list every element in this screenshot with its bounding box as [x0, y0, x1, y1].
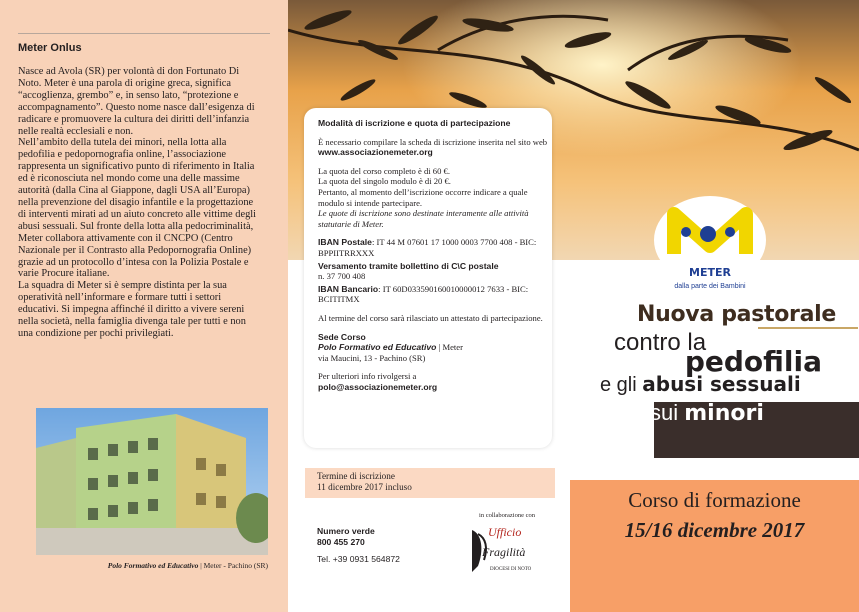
iban-postale-label: IBAN Postale	[318, 237, 372, 248]
deadline-box	[305, 468, 555, 498]
left-paragraph-3: La squadra di Meter si è sempre distinta per la sua operatività nell’informare e formare tutti i settori educativi. Si impegna affinché il diritto a vivere sereni nella società, nella famiglia divenga tale per tutti e non una condizione per pochi privilegiati.	[18, 280, 246, 339]
course-label: Corso di formazione	[628, 488, 801, 512]
caption-rest: | Meter - Pachino (SR)	[198, 561, 268, 570]
sede-meter: | Meter	[436, 342, 463, 353]
logo-text-ufficio: Ufficio	[488, 525, 522, 539]
title-line4-pre: e gli	[600, 374, 643, 396]
title-line1: Nuova pastorale	[636, 302, 836, 327]
bollettino: n. 37 700 408	[318, 271, 366, 282]
numero-verde-label: Numero verde	[317, 526, 375, 536]
left-paragraph-1: Nasce ad Avola (SR) per volontà di don Fortunato Di Noto. Meter è una parola di origine greca, significa “accoglienza, grembo” e, in senso lato, “protezione e accompagnamento”. Questo nome nasce dall’esigenza di radicare e promuovere la cultura dei diritti dell’infanzia nelle realtà ecclesiali e non.	[18, 66, 255, 137]
course-date: 15/16 dicembre 2017	[624, 518, 805, 542]
meter-logo-tagline: dalla parte dei Bambini	[674, 283, 746, 290]
left-paragraph-2: Nell’ambito della tutela dei minori, nella lotta alla pedofilia e pedopornografia online, l’associazione rappresenta un significativo punto di riferimento in Italia ed è riconosciuta nel mondo come una delle massime autorità (dalla Cina al Giappone, dagli USA all’Europa) nella prevenzione del disagio infantile e la progettazione di interventi mirati ad un aiuto concreto alle vittime degli abusi sessuali. Sul fronte della lotta alla pedocriminalità, Meter collabora attivamente con il CNCPO (Centro Nazionale per il Contrasto alla Pedopornografia Online) grazie ad un protocollo d’intesa con la Polizia Postale e varie Procure italiane.	[18, 137, 257, 280]
title-line5-bold: minori	[684, 401, 764, 426]
title-line5-pre: sui	[650, 400, 685, 425]
info-card-text	[318, 118, 554, 400]
card-fee1: La quota del corso completo è di 60 €.	[318, 165, 450, 176]
iban-bancario: : IT 60D033590160010000012 7633 - BIC: BCITITMX	[318, 283, 529, 305]
title-line5	[650, 400, 850, 426]
card-fee-note: Le quote di iscrizione sono destinate interamente alle attività statutarie di Meter.	[318, 208, 529, 229]
title-line3: pedofilia	[684, 345, 822, 378]
sede-address: via Maucini, 13 - Pachino (SR)	[318, 352, 426, 363]
caption-italic: Polo Formativo ed Educativo	[107, 561, 199, 570]
left-top-rule	[18, 33, 270, 34]
left-body	[18, 66, 263, 340]
meter-logo	[652, 194, 770, 294]
email-link[interactable]: polo@associazionemeter.org	[318, 381, 438, 392]
bollettino-label: Versamento tramite bollettino di C\C postale	[318, 260, 499, 271]
card-website: www.associazionemeter.org	[318, 147, 433, 158]
photo-caption	[36, 561, 268, 570]
logo-text-diocesi: DIOCESI DI NOTO	[490, 567, 532, 572]
deadline-line2: 11 dicembre 2017 incluso	[317, 482, 412, 492]
contacts	[317, 526, 400, 565]
info-text: Per ulteriori info rivolgersi a	[318, 371, 417, 382]
sede-name: Polo Formativo ed Educativo	[318, 342, 437, 353]
iban-postale: : IT 44 M 07601 17 1000 0003 7700 408 - BIC: BPPIITRRXXX	[318, 237, 537, 258]
sede-label: Sede Corso	[318, 331, 366, 342]
attestato-text: Al termine del corso sarà rilasciato un attestato di partecipazione.	[318, 312, 543, 323]
title-line2: contro la	[614, 329, 707, 356]
building-photo	[36, 408, 268, 555]
card-intro: È necessario compilare la scheda di iscrizione inserita nel sito web	[318, 136, 548, 147]
logo-text-fragilita: Fragilità	[482, 545, 526, 559]
iban-bancario-label: IBAN Bancario	[318, 283, 379, 294]
deadline-line1: Termine di iscrizione	[317, 471, 395, 481]
card-fee2: La quota del singolo modulo è di 20 €.	[318, 176, 451, 187]
meter-logo-name: METER	[689, 266, 731, 279]
title-block	[586, 302, 836, 397]
left-title: Meter Onlus	[18, 42, 82, 54]
collab-label: in collaborazione con	[479, 512, 535, 519]
title-line4	[600, 372, 836, 397]
card-heading: Modalità di iscrizione e quota di partecipazione	[318, 118, 511, 128]
title-line4-bold: abusi sessuali	[642, 372, 801, 396]
numero-verde: 800 455 270	[317, 537, 365, 547]
telephone: Tel. +39 0931 564872	[317, 554, 400, 564]
card-fee3: Pertanto, al momento dell’iscrizione occorre indicare a quale modulo si intende partecipare.	[318, 186, 528, 208]
ufficio-fragilita-logo	[468, 520, 546, 576]
